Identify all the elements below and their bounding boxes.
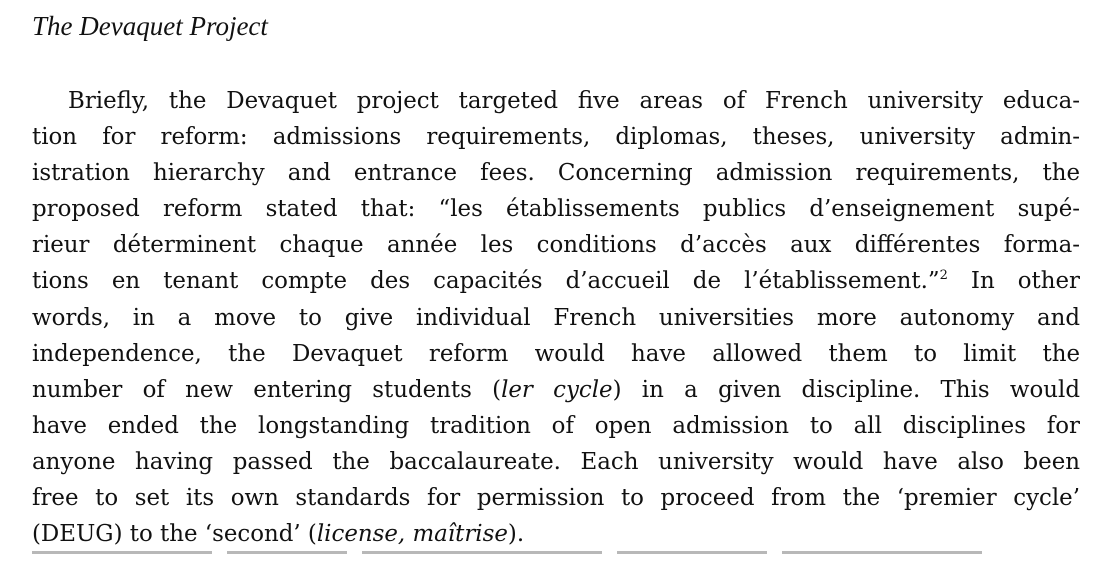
paragraph-line: words, in a move to give individual French universities more autonomy and xyxy=(32,304,1080,331)
line-start: (DEUG) to the ‘second’ ( xyxy=(32,521,317,548)
quote-text: tions en tenant compte des capacités d’accueil de l’établissement.” xyxy=(32,268,940,295)
paragraph-line: proposed reform stated that: “les établissements publics d’enseignement supé- xyxy=(32,196,1080,223)
line-start: number of new entering students ( xyxy=(32,376,502,403)
line-tail: In other xyxy=(947,268,1080,295)
section-heading: The Devaquet Project xyxy=(32,11,268,41)
paragraph-line: tion for reform: admissions requirements, diplomas, theses, university admin- xyxy=(32,124,1080,151)
cropped-glyph-run xyxy=(362,551,602,554)
paragraph-line: independence, the Devaquet reform would have allowed them to limit the xyxy=(32,340,1080,367)
cropped-glyph-run xyxy=(617,551,767,554)
paragraph-line: have ended the longstanding tradition of open admission to all disciplines for xyxy=(32,412,1080,439)
footnote-marker: 2 xyxy=(939,268,948,284)
paragraph-line xyxy=(32,372,1080,408)
paragraph-line: istration hierarchy and entrance fees. Concerning admission requirements, the xyxy=(32,160,1080,187)
italic-term: ler cycle xyxy=(501,376,613,403)
cropped-glyph-run xyxy=(782,551,982,554)
paragraph-line xyxy=(32,263,1080,299)
body-paragraph xyxy=(32,83,1080,552)
paragraph-line: Briefly, the Devaquet project targeted five areas of French university educa- xyxy=(68,88,1080,114)
paragraph-line: free to set its own standards for permission to proceed from the ‘premier cycle’ xyxy=(32,485,1080,512)
cropped-glyph-run xyxy=(32,551,212,554)
line-end: ) in a given discipline. This would xyxy=(612,376,1080,403)
cropped-next-line xyxy=(32,551,1080,561)
line-end: ). xyxy=(507,521,525,548)
paragraph-line xyxy=(32,516,1080,552)
cropped-glyph-run xyxy=(227,551,347,554)
italic-term: license, maîtrise xyxy=(316,521,508,548)
paragraph-line: rieur déterminent chaque année les conditions d’accès aux différentes forma- xyxy=(32,232,1080,259)
paragraph-line: anyone having passed the baccalaureate. Each university would have also been xyxy=(32,448,1080,475)
